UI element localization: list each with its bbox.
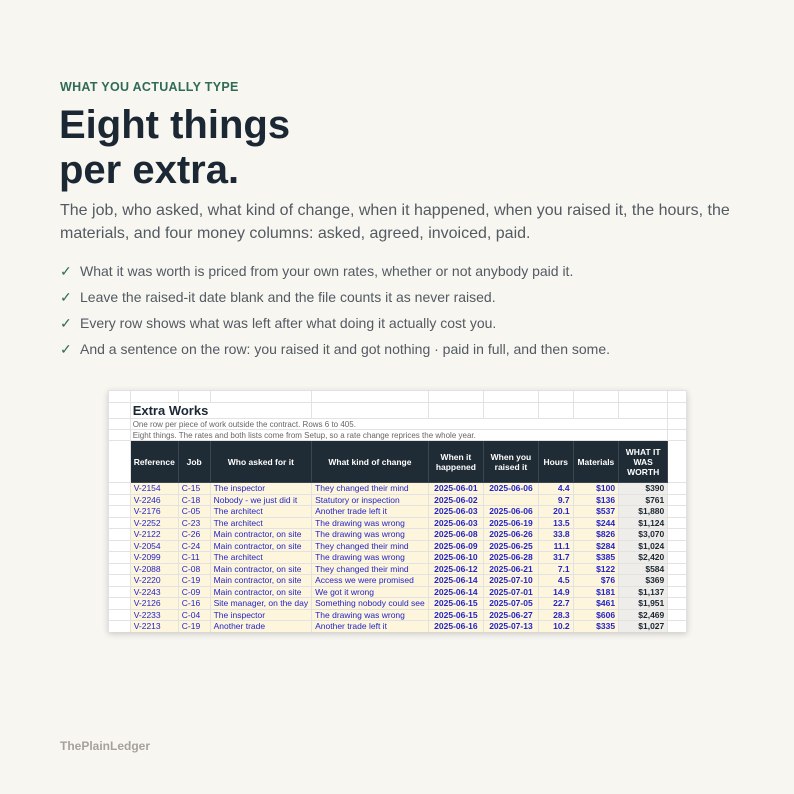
cell-hours[interactable]: 14.9 — [538, 586, 573, 598]
column-header-hours: Hours — [538, 441, 573, 483]
checklist-text: Every row shows what was left after what doing it actually cost you. — [80, 315, 497, 331]
cell-when-happened[interactable]: 2025-06-16 — [428, 621, 483, 633]
cell-materials[interactable]: $100 — [573, 483, 618, 495]
cell-materials[interactable]: $385 — [573, 552, 618, 564]
cell-reference[interactable]: V-2122 — [130, 529, 178, 541]
cell-when-raised[interactable]: 2025-06-26 — [484, 529, 539, 541]
cell-materials[interactable]: $335 — [573, 621, 618, 633]
cell-job[interactable]: C-11 — [178, 552, 210, 564]
cell-job[interactable]: C-04 — [178, 609, 210, 621]
cell-job[interactable]: C-23 — [178, 517, 210, 529]
column-header-job: Job — [178, 441, 210, 483]
cell-materials[interactable]: $606 — [573, 609, 618, 621]
cell-when-raised[interactable]: 2025-06-19 — [484, 517, 539, 529]
row-gutter-cell — [109, 586, 131, 598]
cell-hours[interactable]: 28.3 — [538, 609, 573, 621]
row-pad-cell — [668, 552, 687, 564]
table-row — [109, 621, 687, 633]
cell-reference[interactable]: V-2233 — [130, 609, 178, 621]
cell-worth[interactable]: $1,880 — [619, 506, 668, 518]
row-pad-cell — [668, 609, 687, 621]
cell-kind-of-change[interactable]: The drawing was wrong — [312, 529, 429, 541]
cell-kind-of-change[interactable]: They changed their mind — [312, 483, 429, 495]
cell-worth[interactable]: $1,951 — [619, 598, 668, 610]
cell-who-asked[interactable]: Nobody - we just did it — [210, 494, 312, 506]
cell-who-asked[interactable]: Site manager, on the day — [210, 598, 312, 610]
checklist-text: Leave the raised-it date blank and the file counts it as never raised. — [80, 289, 496, 305]
cell-worth[interactable]: $2,420 — [619, 552, 668, 564]
brand-logo: ThePlainLedger — [60, 739, 151, 753]
cell-when-raised[interactable]: 2025-06-27 — [484, 609, 539, 621]
checklist — [60, 258, 610, 362]
row-gutter-cell — [109, 517, 131, 529]
cell-worth[interactable]: $1,137 — [619, 586, 668, 598]
cell-materials[interactable]: $122 — [573, 563, 618, 575]
cell-who-asked[interactable]: The inspector — [210, 483, 312, 495]
cell-when-happened[interactable]: 2025-06-02 — [428, 494, 483, 506]
spreadsheet-preview — [108, 390, 687, 632]
cell-who-asked[interactable]: Another trade — [210, 621, 312, 633]
check-icon: ✓ — [60, 262, 72, 279]
cell-reference[interactable]: V-2246 — [130, 494, 178, 506]
cell-materials[interactable]: $244 — [573, 517, 618, 529]
table-row — [109, 598, 687, 610]
cell-kind-of-change[interactable]: Another trade left it — [312, 506, 429, 518]
cell-hours[interactable]: 7.1 — [538, 563, 573, 575]
table-row — [109, 586, 687, 598]
cell-kind-of-change[interactable]: We got it wrong — [312, 586, 429, 598]
cell-hours[interactable]: 22.7 — [538, 598, 573, 610]
cell-when-happened[interactable]: 2025-06-15 — [428, 598, 483, 610]
cell-worth[interactable]: $584 — [619, 563, 668, 575]
row-pad-cell — [668, 506, 687, 518]
row-gutter-cell — [109, 540, 131, 552]
row-gutter-cell — [109, 483, 131, 495]
cell-when-raised[interactable]: 2025-07-01 — [484, 586, 539, 598]
cell-reference[interactable]: V-2088 — [130, 563, 178, 575]
cell-hours[interactable]: 20.1 — [538, 506, 573, 518]
lede: The job, who asked, what kind of change, when it happened, when you raised it, the hours, the materials, and four money columns: asked, agreed, invoiced, paid. — [60, 202, 730, 242]
cell-who-asked[interactable]: The architect — [210, 552, 312, 564]
cell-kind-of-change[interactable]: Statutory or inspection — [312, 494, 429, 506]
sheet-note-2: Eight things. The rates and both lists come from Setup, so a rate change reprices the whole year. — [130, 430, 668, 441]
cell-kind-of-change[interactable]: The drawing was wrong — [312, 609, 429, 621]
cell-kind-of-change[interactable]: Another trade left it — [312, 621, 429, 633]
cell-when-raised[interactable]: 2025-06-06 — [484, 483, 539, 495]
cell-when-raised[interactable]: 2025-06-06 — [484, 506, 539, 518]
cell-materials[interactable]: $537 — [573, 506, 618, 518]
column-header-reference: Reference — [130, 441, 178, 483]
extra-works-table — [108, 390, 687, 632]
cell-materials[interactable]: $284 — [573, 540, 618, 552]
row-gutter-cell — [109, 506, 131, 518]
headline — [59, 103, 290, 193]
table-row — [109, 609, 687, 621]
cell-reference[interactable]: V-2252 — [130, 517, 178, 529]
headline-line-2: per extra. — [59, 148, 240, 192]
cell-hours[interactable]: 9.7 — [538, 494, 573, 506]
row-gutter-cell — [109, 609, 131, 621]
cell-kind-of-change[interactable]: They changed their mind — [312, 540, 429, 552]
cell-when-raised[interactable]: 2025-07-13 — [484, 621, 539, 633]
cell-job[interactable]: C-08 — [178, 563, 210, 575]
cell-job[interactable]: C-18 — [178, 494, 210, 506]
cell-when-happened[interactable]: 2025-06-14 — [428, 575, 483, 587]
table-body — [109, 483, 687, 633]
sheet-title: Extra Works — [130, 403, 311, 419]
cell-job[interactable]: C-19 — [178, 575, 210, 587]
cell-worth[interactable]: $761 — [619, 494, 668, 506]
cell-reference[interactable]: V-2213 — [130, 621, 178, 633]
cell-when-happened[interactable]: 2025-06-09 — [428, 540, 483, 552]
headline-line-1: Eight things — [59, 103, 291, 147]
cell-who-asked[interactable]: Main contractor, on site — [210, 563, 312, 575]
cell-when-raised[interactable]: 2025-06-25 — [484, 540, 539, 552]
row-gutter-cell — [109, 529, 131, 541]
row-gutter-cell — [109, 494, 131, 506]
cell-when-raised[interactable]: 2025-07-10 — [484, 575, 539, 587]
row-gutter-cell — [109, 575, 131, 587]
cell-reference[interactable]: V-2054 — [130, 540, 178, 552]
cell-job[interactable]: C-26 — [178, 529, 210, 541]
cell-job[interactable]: C-16 — [178, 598, 210, 610]
checklist-text: And a sentence on the row: you raised it and got nothing · paid in full, and then some. — [80, 341, 611, 357]
cell-hours[interactable]: 4.4 — [538, 483, 573, 495]
cell-when-happened[interactable]: 2025-06-03 — [428, 506, 483, 518]
cell-who-asked[interactable]: The architect — [210, 517, 312, 529]
row-pad-cell — [668, 540, 687, 552]
cell-when-happened[interactable]: 2025-06-15 — [428, 609, 483, 621]
row-pad-cell — [668, 575, 687, 587]
table-row — [109, 529, 687, 541]
cell-when-raised[interactable] — [484, 494, 539, 506]
table-row — [109, 494, 687, 506]
checklist-item — [60, 336, 610, 362]
check-icon: ✓ — [60, 314, 72, 331]
cell-who-asked[interactable]: Main contractor, on site — [210, 529, 312, 541]
cell-reference[interactable]: V-2154 — [130, 483, 178, 495]
column-header-worth: WHAT IT WAS WORTH — [619, 441, 668, 483]
checklist-item — [60, 310, 610, 336]
cell-when-happened[interactable]: 2025-06-14 — [428, 586, 483, 598]
table-row — [109, 483, 687, 495]
cell-when-happened[interactable]: 2025-06-03 — [428, 517, 483, 529]
cell-materials[interactable]: $181 — [573, 586, 618, 598]
cell-job[interactable]: C-09 — [178, 586, 210, 598]
cell-job[interactable]: C-05 — [178, 506, 210, 518]
cell-hours[interactable]: 4.5 — [538, 575, 573, 587]
cell-when-happened[interactable]: 2025-06-08 — [428, 529, 483, 541]
row-gutter-cell — [109, 552, 131, 564]
cell-reference[interactable]: V-2126 — [130, 598, 178, 610]
cell-when-happened[interactable]: 2025-06-01 — [428, 483, 483, 495]
check-icon: ✓ — [60, 288, 72, 305]
row-pad-cell — [668, 586, 687, 598]
cell-hours[interactable]: 10.2 — [538, 621, 573, 633]
row-pad-cell — [668, 494, 687, 506]
cell-who-asked[interactable]: The inspector — [210, 609, 312, 621]
checklist-item — [60, 284, 610, 310]
cell-reference[interactable]: V-2243 — [130, 586, 178, 598]
table-row — [109, 552, 687, 564]
cell-materials[interactable]: $826 — [573, 529, 618, 541]
cell-who-asked[interactable]: The architect — [210, 506, 312, 518]
row-pad-cell — [668, 598, 687, 610]
checklist-text: What it was worth is priced from your own rates, whether or not anybody paid it. — [80, 263, 574, 279]
table-row — [109, 540, 687, 552]
cell-worth[interactable]: $1,027 — [619, 621, 668, 633]
cell-reference[interactable]: V-2176 — [130, 506, 178, 518]
cell-materials[interactable]: $76 — [573, 575, 618, 587]
column-header-who-asked: Who asked for it — [210, 441, 312, 483]
column-pad — [668, 441, 687, 483]
row-header-blank — [109, 441, 131, 483]
row-gutter-cell — [109, 621, 131, 633]
cell-materials[interactable]: $461 — [573, 598, 618, 610]
eyebrow: WHAT YOU ACTUALLY TYPE — [60, 80, 239, 94]
cell-kind-of-change[interactable]: They changed their mind — [312, 563, 429, 575]
checklist-item — [60, 258, 610, 284]
cell-worth[interactable]: $3,070 — [619, 529, 668, 541]
cell-worth[interactable]: $1,024 — [619, 540, 668, 552]
cell-job[interactable]: C-15 — [178, 483, 210, 495]
cell-hours[interactable]: 33.8 — [538, 529, 573, 541]
cell-kind-of-change[interactable]: The drawing was wrong — [312, 517, 429, 529]
cell-job[interactable]: C-24 — [178, 540, 210, 552]
cell-kind-of-change[interactable]: Access we were promised — [312, 575, 429, 587]
cell-who-asked[interactable]: Main contractor, on site — [210, 586, 312, 598]
check-icon: ✓ — [60, 340, 72, 357]
column-header-kind-of-change: What kind of change — [312, 441, 429, 483]
cell-who-asked[interactable]: Main contractor, on site — [210, 540, 312, 552]
column-header-when-raised: When you raised it — [484, 441, 539, 483]
cell-hours[interactable]: 13.5 — [538, 517, 573, 529]
cell-job[interactable]: C-19 — [178, 621, 210, 633]
table-row — [109, 517, 687, 529]
cell-worth[interactable]: $390 — [619, 483, 668, 495]
cell-hours[interactable]: 31.7 — [538, 552, 573, 564]
column-header-when-happened: When it happened — [428, 441, 483, 483]
cell-when-raised[interactable]: 2025-06-21 — [484, 563, 539, 575]
column-header-materials: Materials — [573, 441, 618, 483]
cell-when-raised[interactable]: 2025-07-05 — [484, 598, 539, 610]
row-pad-cell — [668, 483, 687, 495]
cell-reference[interactable]: V-2099 — [130, 552, 178, 564]
table-row — [109, 506, 687, 518]
sheet-note-1: One row per piece of work outside the contract. Rows 6 to 405. — [130, 419, 668, 430]
table-row — [109, 563, 687, 575]
cell-worth[interactable]: $2,469 — [619, 609, 668, 621]
cell-when-raised[interactable]: 2025-06-28 — [484, 552, 539, 564]
cell-who-asked[interactable]: Main contractor, on site — [210, 575, 312, 587]
cell-when-happened[interactable]: 2025-06-12 — [428, 563, 483, 575]
row-pad-cell — [668, 563, 687, 575]
row-gutter-cell — [109, 598, 131, 610]
cell-worth[interactable]: $1,124 — [619, 517, 668, 529]
cell-when-happened[interactable]: 2025-06-10 — [428, 552, 483, 564]
cell-hours[interactable]: 11.1 — [538, 540, 573, 552]
cell-kind-of-change[interactable]: The drawing was wrong — [312, 552, 429, 564]
cell-materials[interactable]: $136 — [573, 494, 618, 506]
row-pad-cell — [668, 517, 687, 529]
cell-worth[interactable]: $369 — [619, 575, 668, 587]
row-pad-cell — [668, 621, 687, 633]
row-pad-cell — [668, 529, 687, 541]
row-gutter-cell — [109, 563, 131, 575]
table-row — [109, 575, 687, 587]
cell-kind-of-change[interactable]: Something nobody could see — [312, 598, 429, 610]
cell-reference[interactable]: V-2220 — [130, 575, 178, 587]
